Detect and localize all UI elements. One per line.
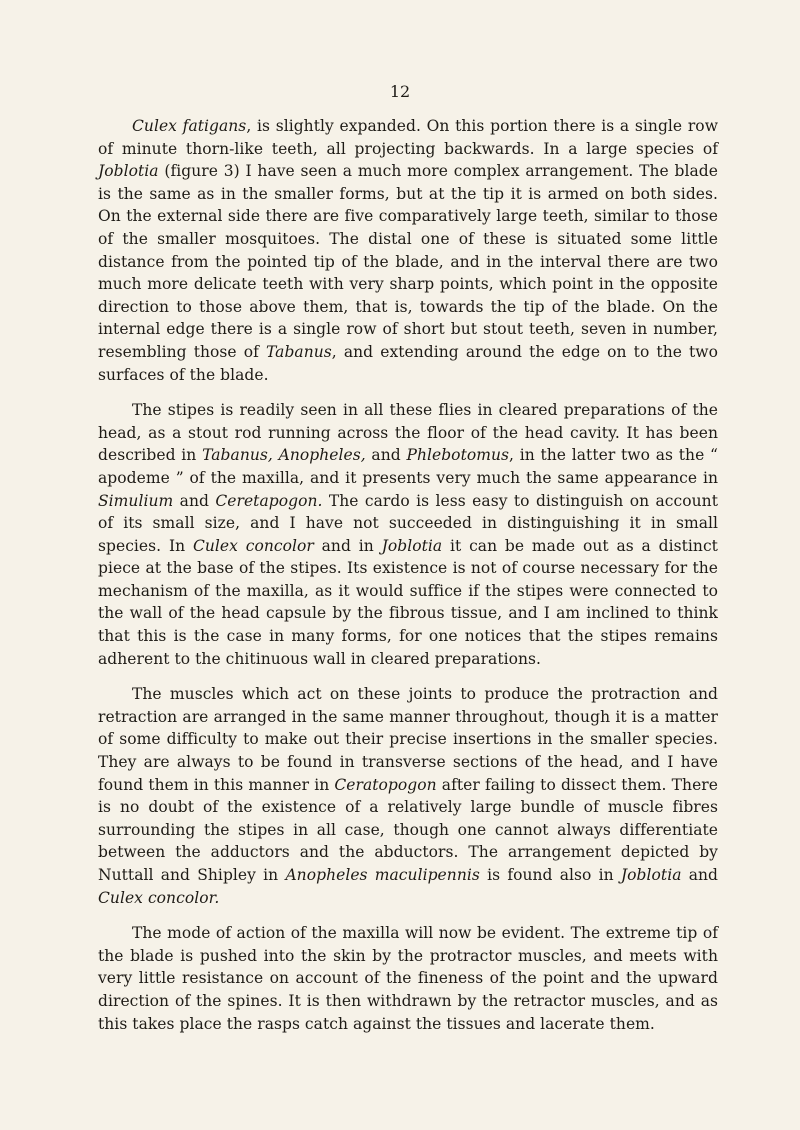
text-run: The cardo is less easy to distinguish on account of its small size, and I have not succeeded in distinguishing it in small species. In bbox=[98, 491, 718, 555]
text-run: The mode of action of the maxilla will now be evident. The extreme tip of the blade is pushed into the skin by the protractor muscles, and meets with very little resistance on account of the fineness of the point and the upward direction of the spines. It is then withdrawn by the retractor muscles, and as this takes place the rasps catch against the tissues and lacerate them. bbox=[98, 924, 718, 1033]
text-run: , in the latter two as the “ apodeme ” of the maxilla, and it presents very much the same appearance in bbox=[98, 446, 719, 487]
paragraph-3 bbox=[98, 683, 718, 909]
text-run: it can be made out as a distinct piece at the base of the stipes. Its existence is not of course necessary for the mechanism of the maxilla, as it would suffice if the stipes were connected to the wall of the head capsule by the fibrous tissue, and I am inclined to think that this is the case in many forms, for one notices that the stipes remains adherent to the chitinuous wall in cleared preparations. bbox=[98, 536, 718, 668]
text-run: (figure 3) I have seen a much more complex arrangement. The blade is the same as in the smaller forms, but at the tip it is armed on both sides. On the external side there are five comparatively large teeth, similar to those of the smaller mosquitoes. The distal one of these is situated some little distance from the pointed tip of the blade, and in the interval there are two much more delicate teeth with very sharp points, which point in the opposite direction to those above them, that is, towards the tip of the blade. On the internal edge there is a single row of short but stout teeth, seven in number, resembling those of bbox=[98, 162, 718, 361]
body-text bbox=[98, 115, 718, 1048]
italic-term: Joblotia bbox=[381, 536, 443, 555]
italic-term: Simulium bbox=[98, 491, 174, 510]
text-run: and bbox=[681, 866, 719, 884]
italic-term: Culex concolor bbox=[192, 536, 314, 555]
text-run: , and extending around the edge on to the two surfaces of the blade. bbox=[98, 342, 719, 384]
text-run: The stipes is readily seen in all these flies in cleared preparations of the head, as a stout rod running across the floor of the head cavity. It has been described in bbox=[98, 401, 718, 465]
text-run: and in bbox=[313, 536, 382, 555]
text-run: and bbox=[365, 446, 407, 465]
italic-term: Tabanus, Anopheles, bbox=[202, 446, 366, 465]
italic-term: Joblotia bbox=[620, 866, 682, 884]
page-number: 12 bbox=[389, 82, 411, 101]
text-run: is found also in bbox=[479, 866, 621, 884]
italic-term: Tabanus bbox=[265, 342, 332, 361]
italic-term: Ceretapogon. bbox=[215, 491, 323, 510]
paragraph-4 bbox=[98, 922, 718, 1035]
text-run: and bbox=[173, 491, 216, 510]
text-run: , is slightly expanded. On this portion there is a single row of minute thorn-like teeth, all projecting backwards. In a large species of bbox=[98, 117, 719, 158]
text-run: after failing to dissect them. There is no doubt of the existence of a relatively large bundle of muscle fibres surrounding the stipes in all case, though one cannot always differentiate between the adductors and the abductors. The arrangement depicted by Nuttall and Shipley in bbox=[98, 775, 718, 884]
italic-term: Phlebotomus bbox=[406, 446, 510, 465]
paragraph-1 bbox=[98, 115, 718, 386]
italic-term: Ceratopogon bbox=[334, 775, 437, 794]
italic-term: Joblotia bbox=[98, 162, 159, 181]
italic-term: Anopheles maculipennis bbox=[285, 866, 480, 884]
italic-term: Culex fatigans bbox=[132, 117, 247, 135]
paragraph-2 bbox=[98, 399, 718, 670]
text-run: The muscles which act on these joints to produce the protraction and retraction are arranged in the same manner throughout, though it is a matter of some difficulty to make out their precise insertions in the smaller species. They are always to be found in transverse sections of the head, and I have found them in this manner in bbox=[98, 685, 718, 794]
italic-term: Culex concolor. bbox=[98, 888, 220, 907]
